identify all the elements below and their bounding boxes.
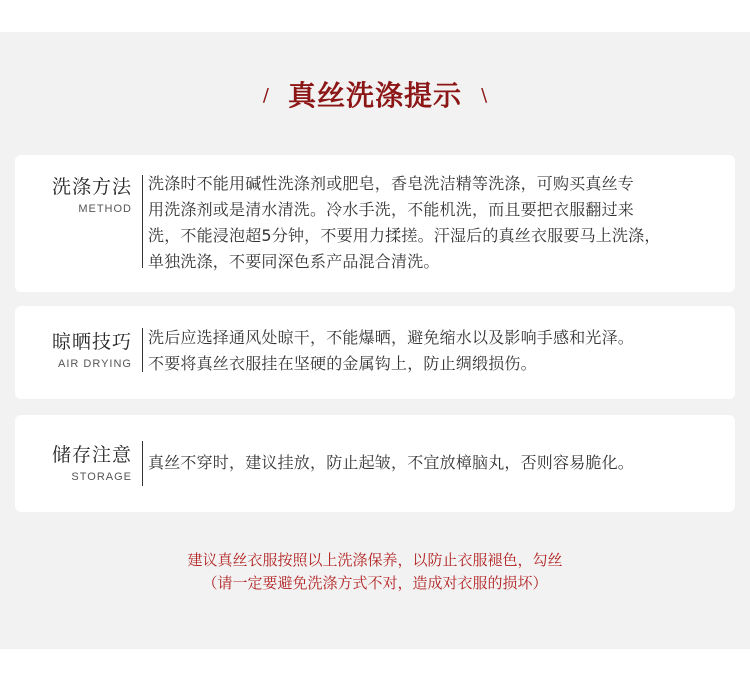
card-air-drying-label xyxy=(15,330,132,372)
text-line: 单独洗涤，不要同深色系产品混合清洗。 xyxy=(148,252,440,271)
text-line: 洗涤时不能用碱性洗涤剂或肥皂，香皂洗洁精等洗涤，可购买真丝专 xyxy=(148,174,635,193)
card-storage-text xyxy=(148,450,718,476)
page-title xyxy=(0,76,750,116)
label-en: METHOD xyxy=(78,203,132,215)
card-storage-label xyxy=(15,443,132,485)
text-line: 洗后应选择通风处晾干，不能爆晒，避免缩水以及影响手感和光泽。 xyxy=(148,328,635,347)
text-line: 真丝不穿时，建议挂放，防止起皱，不宜放樟脑丸，否则容易脆化。 xyxy=(148,453,635,472)
card-divider xyxy=(142,175,143,268)
card-storage xyxy=(15,415,735,512)
title-left-mark: / xyxy=(262,85,269,106)
title-text: 真丝洗涤提示 xyxy=(287,79,462,112)
text-line: 不要将真丝衣服挂在坚硬的金属钩上，防止绸缎损伤。 xyxy=(148,354,537,373)
label-cn: 晾晒技巧 xyxy=(51,331,132,353)
label-en: STORAGE xyxy=(71,471,132,483)
label-cn: 洗涤方法 xyxy=(51,176,132,198)
care-note-line2: （请一定要避免洗涤方式不对，造成对衣服的损坏） xyxy=(202,574,548,592)
card-method-label xyxy=(15,175,132,217)
care-note-line1: 建议真丝衣服按照以上洗涤保养，以防止衣服褪色，勾丝 xyxy=(187,551,563,569)
title-right-mark: \ xyxy=(481,85,488,106)
label-cn: 储存注意 xyxy=(51,444,132,466)
card-air-drying xyxy=(15,306,735,399)
card-divider xyxy=(142,441,143,486)
label-en: AIR DRYING xyxy=(58,358,132,370)
card-divider xyxy=(142,328,143,372)
card-method-text xyxy=(148,171,718,275)
text-line: 用洗涤剂或是清水清洗。冷水手洗，不能机洗，而且要把衣服翻过来 xyxy=(148,200,635,219)
text-line: 洗，不能浸泡超5分钟，不要用力揉搓。汗湿后的真丝衣服要马上洗涤， xyxy=(148,226,661,245)
card-method xyxy=(15,155,735,292)
card-air-drying-text xyxy=(148,325,718,377)
